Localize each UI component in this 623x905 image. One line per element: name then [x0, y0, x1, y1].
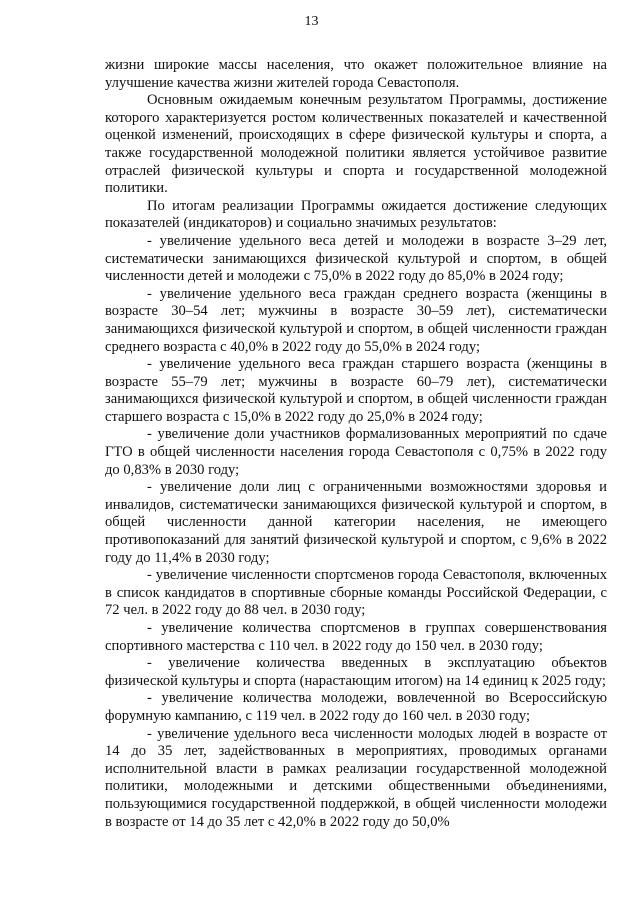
list-item: - увеличение количества введенных в эксплуатацию объектов физической культуры и спорта (нарастающим итогом) на 14 единиц к 2025 году; [105, 655, 607, 689]
page-number: 13 [304, 14, 319, 29]
list-item: - увеличение удельного веса граждан среднего возраста (женщины в возрасте 30–54 лет; мужчины в возрасте 30–59 лет), систематически занимающихся физической культурой и спортом, в общей численности граждан среднего возраста с 40,0% в 2022 году до 55,0% в 2024 году; [105, 285, 607, 355]
body-text [105, 57, 607, 831]
list-item: - увеличение удельного веса граждан старшего возраста (женщины в возрасте 55–79 лет; мужчины в возрасте 60–79 лет), систематически занимающихся физической культурой и спортом, в общей численности граждан старшего возраста с 15,0% в 2022 году до 25,0% в 2024 году; [105, 356, 607, 425]
paragraph-expected-result: Основным ожидаемым конечным результатом Программы, достижение которого характеризуется ростом количественных показателей и качественной оценкой изменений, происходящих в сфере физической культуры и спорта, а также государственной молодежной политики является устойчивое развитие отраслей физической культуры и спорта и государственной молодежной политики. [105, 92, 607, 197]
list-item: - увеличение удельного веса детей и молодежи в возрасте 3–29 лет, систематически занимающихся физической культурой и спортом, в общей численности детей и молодежи с 75,0% в 2022 году до 85,0% в 2024 году; [105, 232, 607, 285]
list-item: - увеличение количества спортсменов в группах совершенствования спортивного мастерства с 110 чел. в 2022 году до 150 чел. в 2030 году; [105, 620, 607, 654]
list-item: - увеличение количества молодежи, вовлеченной во Всероссийскую форумную кампанию, с 119 чел. в 2022 году до 160 чел. в 2030 году; [105, 690, 607, 724]
list-item: - увеличение доли участников формализованных мероприятий по сдаче ГТО в общей численности населения города Севастополя с 0,75% в 2022 году до 0,83% в 2030 году; [105, 426, 607, 478]
list-item: - увеличение доли лиц с ограниченными возможностями здоровья и инвалидов, систематически занимающихся физической культурой и спортом, в общей численности данной категории населения, не имеющего противопоказаний для занятий физической культурой и спортом, с 9,6% в 2022 году до 11,4% в 2030 году; [105, 479, 607, 566]
paragraph-continuation: жизни широкие массы населения, что окажет положительное влияние на улучшение качества жизни жителей города Севастополя. [105, 57, 607, 91]
paragraph-indicators-intro: По итогам реализации Программы ожидается достижение следующих показателей (индикаторов) и социально значимых результатов: [105, 197, 607, 232]
list-item: - увеличение удельного веса численности молодых людей в возрасте от 14 до 35 лет, задействованных в мероприятиях, проводимых органами исполнительной власти в рамках реализации государственной молодежной политики, молодежными и детскими общественными объединениями, пользующимися государственной поддержкой, в общей численности молодежи в возрасте от 14 до 35 лет с 42,0% в 2022 году до 50,0% [105, 725, 607, 830]
list-item: - увеличение численности спортсменов города Севастополя, включенных в список кандидатов в спортивные сборные команды Российской Федерации, с 72 чел. в 2022 году до 88 чел. в 2030 году; [105, 567, 607, 619]
